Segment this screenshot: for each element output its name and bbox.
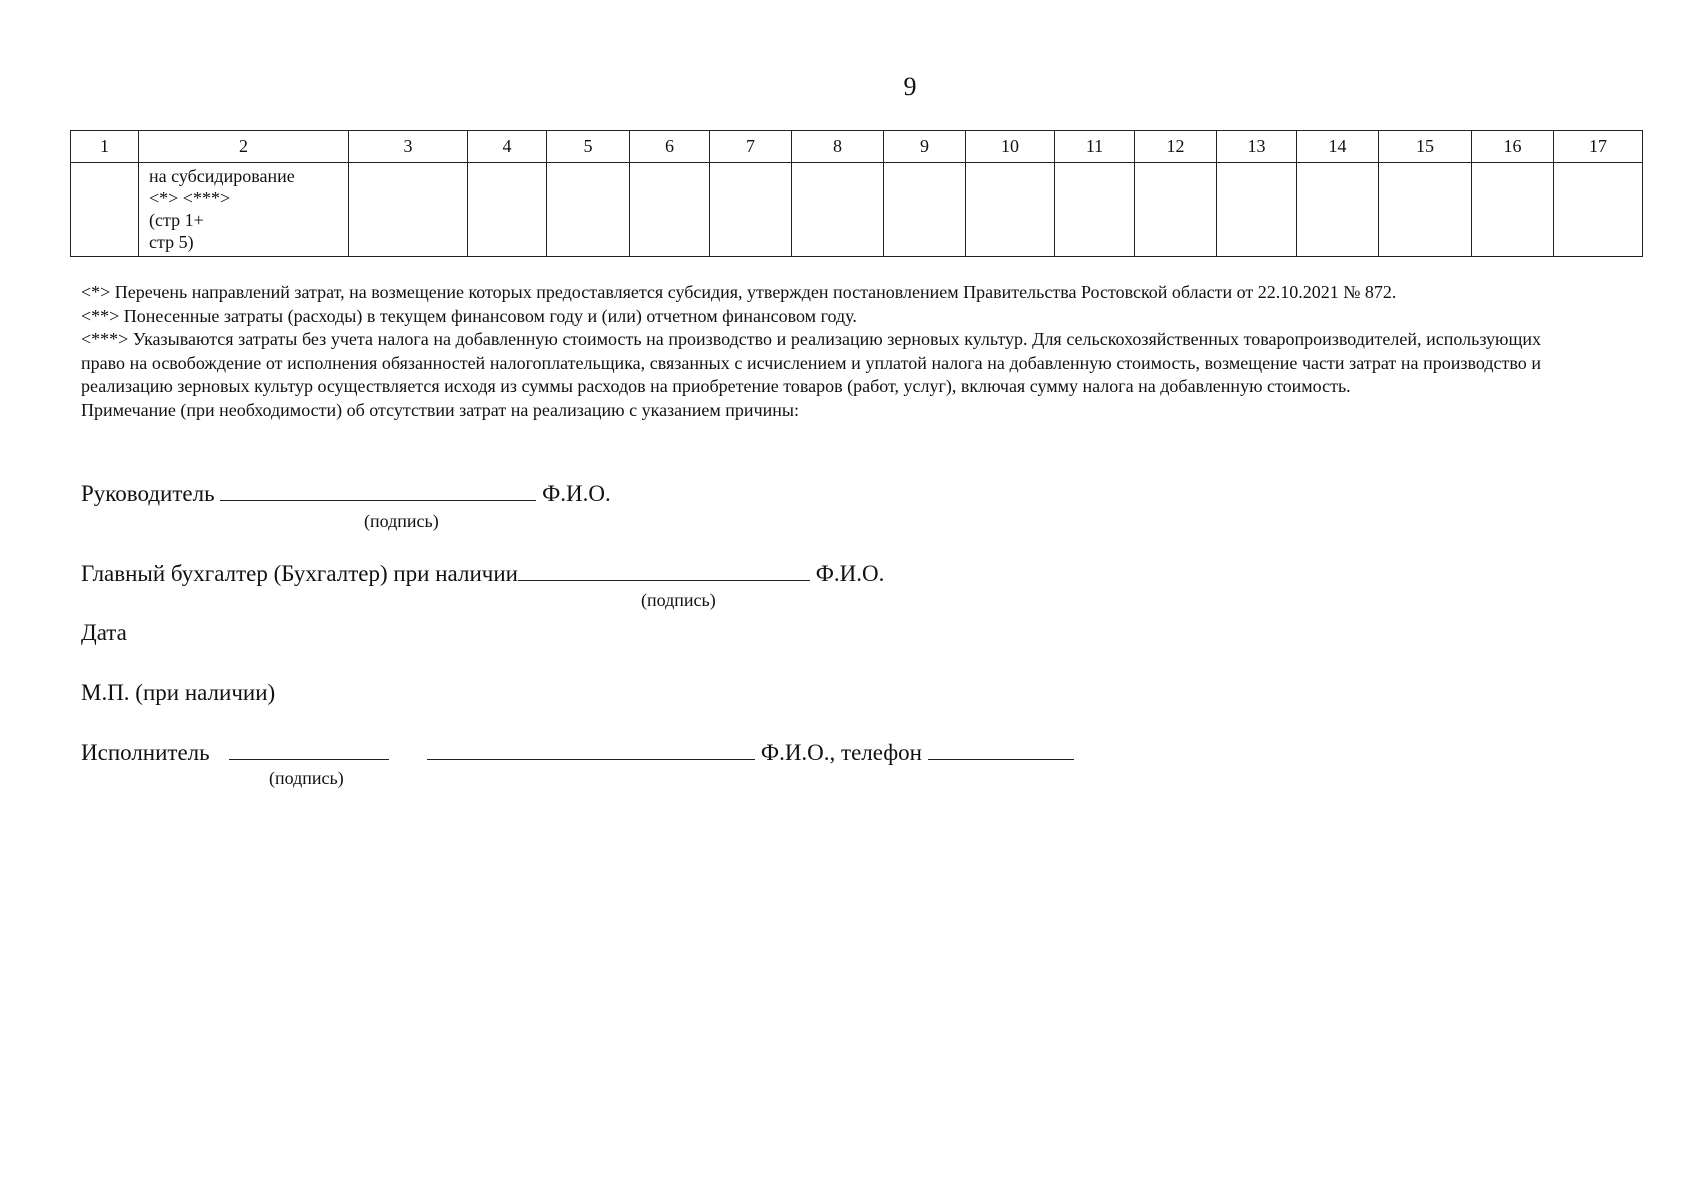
column-number: 4	[468, 131, 547, 163]
executor-signature-row	[81, 735, 1074, 766]
column-number: 7	[710, 131, 792, 163]
note-absence: Примечание (при необходимости) об отсутствии затрат на реализацию с указанием причины:	[81, 399, 799, 420]
column-number: 3	[349, 131, 468, 163]
table-cell	[884, 163, 966, 257]
table-cell	[1297, 163, 1379, 257]
signature-caption: (подпись)	[641, 590, 716, 610]
column-number: 5	[547, 131, 630, 163]
table-header-row	[71, 131, 1643, 163]
table-cell	[547, 163, 630, 257]
column-number: 17	[1554, 131, 1643, 163]
column-number: 16	[1472, 131, 1554, 163]
signature-caption: (подпись)	[364, 511, 439, 531]
table-cell	[1379, 163, 1472, 257]
executor-name-line[interactable]	[427, 735, 755, 760]
accountant-signature-line[interactable]	[518, 556, 810, 581]
table-cell-label	[139, 163, 349, 257]
signature-caption: (подпись)	[269, 768, 344, 788]
executor-fio-phone: Ф.И.О., телефон	[760, 740, 922, 765]
table-cell	[349, 163, 468, 257]
footnote-2: <**> Понесенные затраты (расходы) в текущем финансовом году и (или) отчетном финансовом году.	[81, 305, 857, 326]
footnotes	[81, 281, 1541, 422]
phone-line[interactable]	[928, 735, 1074, 760]
table-cell	[1472, 163, 1554, 257]
table-cell	[1554, 163, 1643, 257]
column-number: 10	[966, 131, 1055, 163]
footnote-3: <***> Указываются затраты без учета налога на добавленную стоимость на производство и реализацию зерновых культур. Для сельскохозяйственных товаропроизводителей, использующих право на освобождение от исполнения обязанностей налогоплательщика, связанных с исчислением и уплатой налога на добавленную стоимость, возмещение части затрат на производство и реализацию зерновых культур осуществляется исходя из суммы расходов на приобретение товаров (работ, услуг), включая сумму налога на добавленную стоимость.	[81, 329, 1541, 396]
table-cell	[792, 163, 884, 257]
table-cell	[1135, 163, 1217, 257]
head-signature-line[interactable]	[220, 476, 536, 501]
footnote-1: <*> Перечень направлений затрат, на возмещение которых предоставляется субсидия, утвержден постановлением Правительства Ростовской области от 22.10.2021 № 872.	[81, 282, 1397, 302]
column-number: 13	[1217, 131, 1297, 163]
column-number: 12	[1135, 131, 1217, 163]
executor-signature-line[interactable]	[229, 735, 389, 760]
row-label-line: (стр 1+	[149, 210, 204, 230]
table-cell	[468, 163, 547, 257]
date-label: Дата	[81, 620, 127, 645]
table-row	[71, 163, 1643, 257]
table-cell	[71, 163, 139, 257]
row-label-line: <*> <***>	[149, 188, 231, 208]
column-number: 14	[1297, 131, 1379, 163]
data-table	[70, 130, 1643, 257]
column-number: 1	[71, 131, 139, 163]
head-signature-row	[81, 476, 611, 507]
row-label-line: стр 5)	[149, 232, 194, 252]
table-cell	[1217, 163, 1297, 257]
accountant-signature-row	[81, 556, 884, 587]
column-number: 15	[1379, 131, 1472, 163]
column-number: 2	[139, 131, 349, 163]
head-label: Руководитель	[81, 481, 215, 506]
table-cell	[710, 163, 792, 257]
page-number: 9	[903, 72, 917, 101]
column-number: 6	[630, 131, 710, 163]
stamp-label: М.П. (при наличии)	[81, 680, 276, 705]
column-number: 8	[792, 131, 884, 163]
column-number: 11	[1055, 131, 1135, 163]
accountant-fio: Ф.И.О.	[815, 561, 885, 586]
table-cell	[966, 163, 1055, 257]
table-cell	[630, 163, 710, 257]
head-fio: Ф.И.О.	[542, 481, 611, 506]
row-label-line: на субсидирование	[149, 166, 295, 186]
executor-label: Исполнитель	[81, 740, 210, 765]
table-cell	[1055, 163, 1135, 257]
column-number: 9	[884, 131, 966, 163]
accountant-label: Главный бухгалтер (Бухгалтер) при наличии	[81, 561, 518, 586]
